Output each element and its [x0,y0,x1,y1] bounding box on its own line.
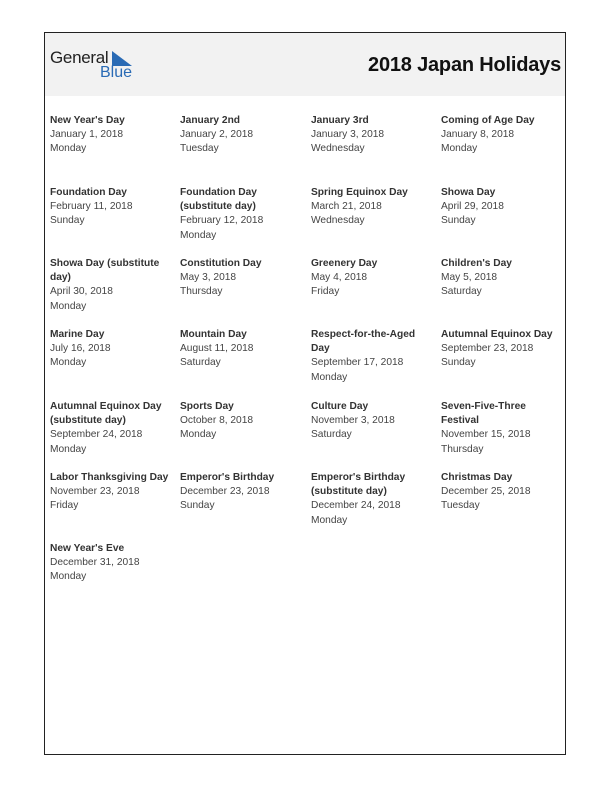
holiday-entry [311,114,436,157]
holiday-weekday: Friday [311,286,340,298]
holiday-name: Foundation Day [50,187,127,198]
holiday-date: April 29, 2018 [441,201,504,213]
holiday-weekday: Sunday [50,215,85,227]
holiday-date: April 30, 2018 [50,286,113,298]
holiday-entry [311,471,436,528]
holiday-name: Greenery Day [311,258,378,269]
holiday-entry [311,186,436,229]
holiday-weekday: Tuesday [441,500,480,512]
holiday-entry [180,328,305,371]
holiday-weekday: Thursday [180,286,223,298]
holiday-weekday: Monday [50,143,87,155]
holiday-weekday: Saturday [441,286,482,298]
holiday-weekday: Saturday [311,429,352,441]
holiday-date: July 16, 2018 [50,343,111,355]
holiday-weekday: Monday [50,300,87,312]
header [45,33,565,96]
holiday-name: Seven-Five-Three Festival [441,401,526,427]
holiday-weekday: Saturday [180,357,221,369]
holiday-weekday: Monday [180,429,217,441]
holiday-date: March 21, 2018 [311,201,382,213]
holiday-date: September 24, 2018 [50,429,143,441]
holiday-entry [180,400,305,443]
holiday-date: December 23, 2018 [180,486,270,498]
holiday-name: Labor Thanksgiving Day [50,472,169,483]
holiday-name: Emperor's Birthday [180,472,275,483]
holiday-date: January 1, 2018 [50,129,124,141]
holiday-name: January 2nd [180,115,241,126]
holiday-name: New Year's Day [50,115,125,126]
holiday-date: December 25, 2018 [441,486,531,498]
holiday-weekday: Monday [180,229,217,241]
holiday-entry [50,471,175,514]
holiday-name: Constitution Day [180,258,262,269]
holiday-weekday: Thursday [441,443,484,455]
holiday-weekday: Wednesday [311,143,365,155]
holiday-name: Showa Day (substitute day) [50,258,160,284]
holiday-entry [441,114,566,157]
holiday-date: October 8, 2018 [180,415,254,427]
holiday-entry [311,328,436,385]
holiday-date: November 15, 2018 [441,429,531,441]
holiday-entry [180,186,305,243]
holiday-weekday: Monday [50,357,87,369]
holiday-date: August 11, 2018 [180,343,254,355]
holiday-date: January 2, 2018 [180,129,254,141]
holiday-entry [50,542,175,585]
holiday-name: Christmas Day [441,472,513,483]
holiday-entry [441,186,566,229]
holiday-name: Marine Day [50,329,105,340]
holiday-name: Autumnal Equinox Day [441,329,553,340]
holiday-entry [311,400,436,443]
holiday-entry [441,257,566,300]
holiday-date: February 12, 2018 [180,215,264,227]
holiday-date: December 24, 2018 [311,500,401,512]
generalblue-logo [50,49,140,85]
holiday-date: May 3, 2018 [180,272,237,284]
holiday-date: December 31, 2018 [50,557,140,569]
holiday-entry [180,471,305,514]
logo-blue-text: Blue [100,64,133,81]
holiday-weekday: Friday [50,500,79,512]
holiday-name: New Year's Eve [50,543,125,554]
holiday-weekday: Sunday [441,357,476,369]
holiday-date: May 5, 2018 [441,272,498,284]
holiday-entry [180,257,305,300]
holiday-weekday: Sunday [180,500,215,512]
holiday-name: Autumnal Equinox Day (substitute day) [50,401,162,427]
holiday-entry [50,257,175,314]
holiday-date: September 23, 2018 [441,343,534,355]
holiday-entry [441,328,566,371]
holiday-entry [50,114,175,157]
holiday-name: Spring Equinox Day [311,187,408,198]
page-title: 2018 Japan Holidays [368,54,561,76]
holiday-entry [311,257,436,300]
holiday-name: Emperor's Birthday (substitute day) [311,472,406,498]
holiday-name: Showa Day [441,187,496,198]
holiday-name: Respect-for-the-Aged Day [311,329,416,355]
holiday-weekday: Monday [50,571,87,583]
holiday-weekday: Monday [311,371,348,383]
holiday-name: January 3rd [311,115,369,126]
holiday-weekday: Monday [50,443,87,455]
holiday-name: Coming of Age Day [441,115,535,126]
holiday-weekday: Sunday [441,215,476,227]
holiday-name: Foundation Day (substitute day) [180,187,257,213]
holiday-weekday: Monday [311,514,348,526]
holiday-weekday: Wednesday [311,215,365,227]
holiday-date: November 23, 2018 [50,486,140,498]
holiday-entry [50,328,175,371]
holiday-name: Sports Day [180,401,234,412]
holiday-weekday: Tuesday [180,143,219,155]
holiday-entry [441,400,566,457]
holiday-entry [50,400,175,457]
holiday-entry [441,471,566,514]
holiday-date: February 11, 2018 [50,201,133,213]
holiday-date: May 4, 2018 [311,272,368,284]
holiday-name: Children's Day [441,258,512,269]
holiday-weekday: Monday [441,143,478,155]
holiday-entry [50,186,175,229]
holiday-date: January 3, 2018 [311,129,385,141]
holiday-date: November 3, 2018 [311,415,395,427]
holiday-date: January 8, 2018 [441,129,515,141]
logo-general-text: General [50,48,109,67]
holiday-entry [180,114,305,157]
holiday-date: September 17, 2018 [311,357,404,369]
holiday-name: Culture Day [311,401,369,412]
holiday-name: Mountain Day [180,329,247,340]
